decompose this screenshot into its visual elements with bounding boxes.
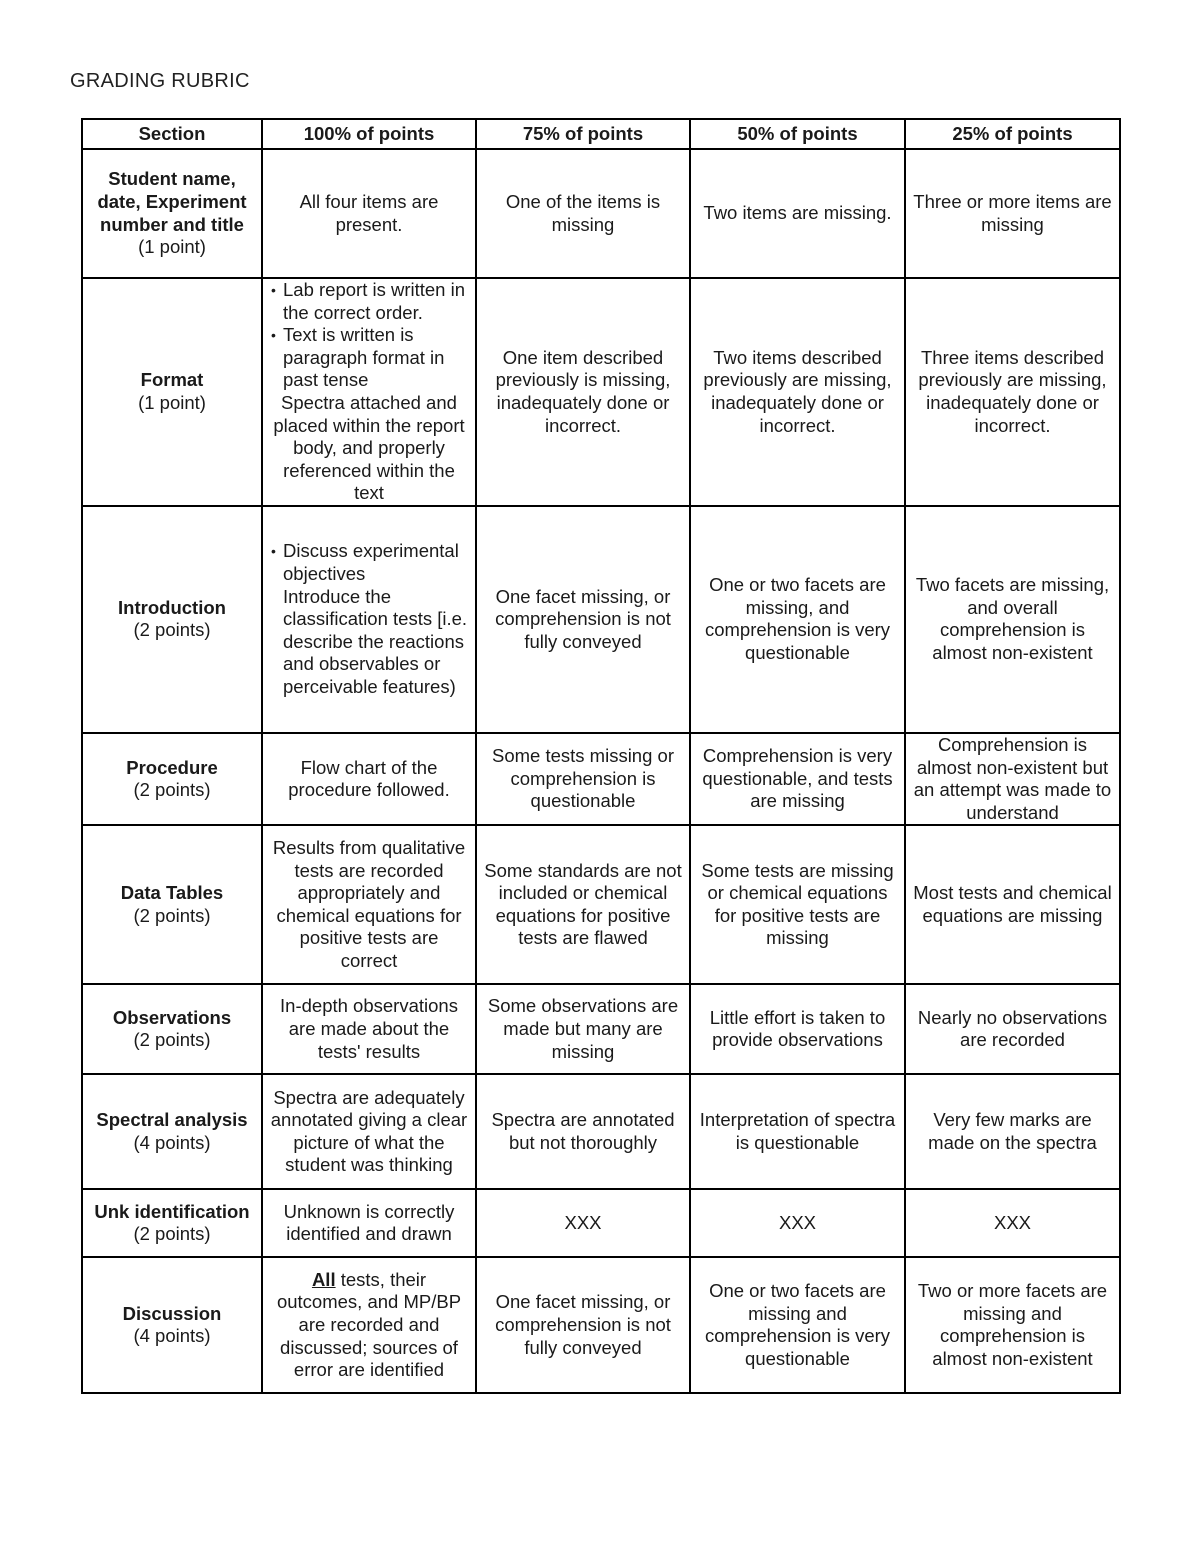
section-points: (4 points)	[133, 1325, 211, 1347]
bullet-list	[269, 540, 469, 585]
section-points: (2 points)	[133, 904, 211, 926]
section-cell	[82, 1074, 262, 1189]
cell-50: Some tests are missing or chemical equations for positive tests are missing	[690, 825, 905, 984]
header-section: Section	[82, 119, 262, 149]
cell-50: XXX	[690, 1189, 905, 1257]
section-cell	[82, 984, 262, 1074]
section-points: (2 points)	[133, 1029, 211, 1051]
table-row	[82, 1257, 1120, 1393]
cell-100: Spectra are adequately annotated giving a clear picture of what the student was thinking	[262, 1074, 476, 1189]
table-row	[82, 1074, 1120, 1189]
cell-25: Nearly no observations are recorded	[905, 984, 1120, 1074]
cell-25: Three items described previously are missing, inadequately done or incorrect.	[905, 278, 1120, 506]
table-row	[82, 1189, 1120, 1257]
cell-75: One facet missing, or comprehension is not fully conveyed	[476, 506, 690, 733]
cell-50: Little effort is taken to provide observations	[690, 984, 905, 1074]
bullet-item: • Text is written is paragraph format in past tense	[269, 324, 469, 392]
cell-75: Some standards are not included or chemical equations for positive tests are flawed	[476, 825, 690, 984]
section-cell	[82, 149, 262, 278]
section-points: (1 point)	[138, 391, 206, 413]
cell-50: Interpretation of spectra is questionable	[690, 1074, 905, 1189]
cell-100: Unknown is correctly identified and drawn	[262, 1189, 476, 1257]
cell-75: One of the items is missing	[476, 149, 690, 278]
emphasis-all: All	[311, 1268, 336, 1290]
section-points: (2 points)	[133, 779, 211, 801]
cell-25: Two or more facets are missing and comprehension is almost non-existent	[905, 1257, 1120, 1393]
section-name: Student name, date, Experiment number and title	[97, 168, 247, 235]
cell-25: Comprehension is almost non-existent but an attempt was made to understand	[905, 733, 1120, 825]
section-cell	[82, 733, 262, 825]
cell-100	[262, 506, 476, 733]
header-50: 50% of points	[690, 119, 905, 149]
cell-50: Two items are missing.	[690, 149, 905, 278]
table-row	[82, 984, 1120, 1074]
section-name: Procedure	[126, 756, 218, 778]
cell-25: XXX	[905, 1189, 1120, 1257]
table-row	[82, 733, 1120, 825]
cell-continuation: Introduce the classification tests [i.e. describe the reactions and observables or perceivable features)	[283, 585, 468, 697]
cell-100: All four items are present.	[262, 149, 476, 278]
header-75: 75% of points	[476, 119, 690, 149]
cell-75: Spectra are annotated but not thoroughly	[476, 1074, 690, 1189]
table-row	[82, 149, 1120, 278]
section-name: Discussion	[122, 1302, 222, 1324]
section-points: (1 point)	[138, 236, 206, 258]
cell-100: Results from qualitative tests are recorded appropriately and chemical equations for positive tests are correct	[262, 825, 476, 984]
cell-75: XXX	[476, 1189, 690, 1257]
section-cell	[82, 1189, 262, 1257]
section-points: (4 points)	[133, 1131, 211, 1153]
section-name: Spectral analysis	[96, 1109, 248, 1131]
bullet-list	[269, 279, 469, 392]
section-name: Data Tables	[120, 882, 224, 904]
table-row	[82, 506, 1120, 733]
section-cell	[82, 278, 262, 506]
section-name: Introduction	[118, 596, 226, 618]
section-points: (2 points)	[133, 1223, 211, 1245]
grading-rubric-table	[81, 118, 1121, 1394]
header-row	[82, 119, 1120, 149]
cell-100	[262, 278, 476, 506]
section-name: Format	[140, 369, 204, 391]
cell-continuation: Spectra attached and placed within the report body, and properly referenced within the text	[273, 391, 465, 504]
cell-50: One or two facets are missing and comprehension is very questionable	[690, 1257, 905, 1393]
cell-50: Comprehension is very questionable, and tests are missing	[690, 733, 905, 825]
cell-75: One item described previously is missing, inadequately done or incorrect.	[476, 278, 690, 506]
header-100: 100% of points	[262, 119, 476, 149]
cell-50: One or two facets are missing, and comprehension is very questionable	[690, 506, 905, 733]
cell-75: Some observations are made but many are missing	[476, 984, 690, 1074]
section-cell	[82, 1257, 262, 1393]
cell-25: Two facets are missing, and overall comprehension is almost non-existent	[905, 506, 1120, 733]
cell-100	[262, 1257, 476, 1393]
table-row	[82, 825, 1120, 984]
cell-25: Most tests and chemical equations are missing	[905, 825, 1120, 984]
cell-text: tests, their outcomes, and MP/BP are recorded and discussed; sources of error are identified	[276, 1268, 462, 1381]
bullet-item: • Lab report is written in the correct order.	[269, 279, 469, 324]
cell-75: One facet missing, or comprehension is not fully conveyed	[476, 1257, 690, 1393]
document-title: GRADING RUBRIC	[70, 70, 250, 92]
header-25: 25% of points	[905, 119, 1120, 149]
section-name: Unk identification	[94, 1200, 250, 1222]
cell-25: Three or more items are missing	[905, 149, 1120, 278]
section-points: (2 points)	[133, 619, 211, 641]
cell-100: Flow chart of the procedure followed.	[262, 733, 476, 825]
section-cell	[82, 825, 262, 984]
section-cell	[82, 506, 262, 733]
bullet-item: • Discuss experimental objectives	[269, 540, 469, 585]
cell-50: Two items described previously are missing, inadequately done or incorrect.	[690, 278, 905, 506]
cell-75: Some tests missing or comprehension is questionable	[476, 733, 690, 825]
section-name: Observations	[112, 1006, 232, 1028]
cell-25: Very few marks are made on the spectra	[905, 1074, 1120, 1189]
table-row	[82, 278, 1120, 506]
cell-100: In-depth observations are made about the tests' results	[262, 984, 476, 1074]
